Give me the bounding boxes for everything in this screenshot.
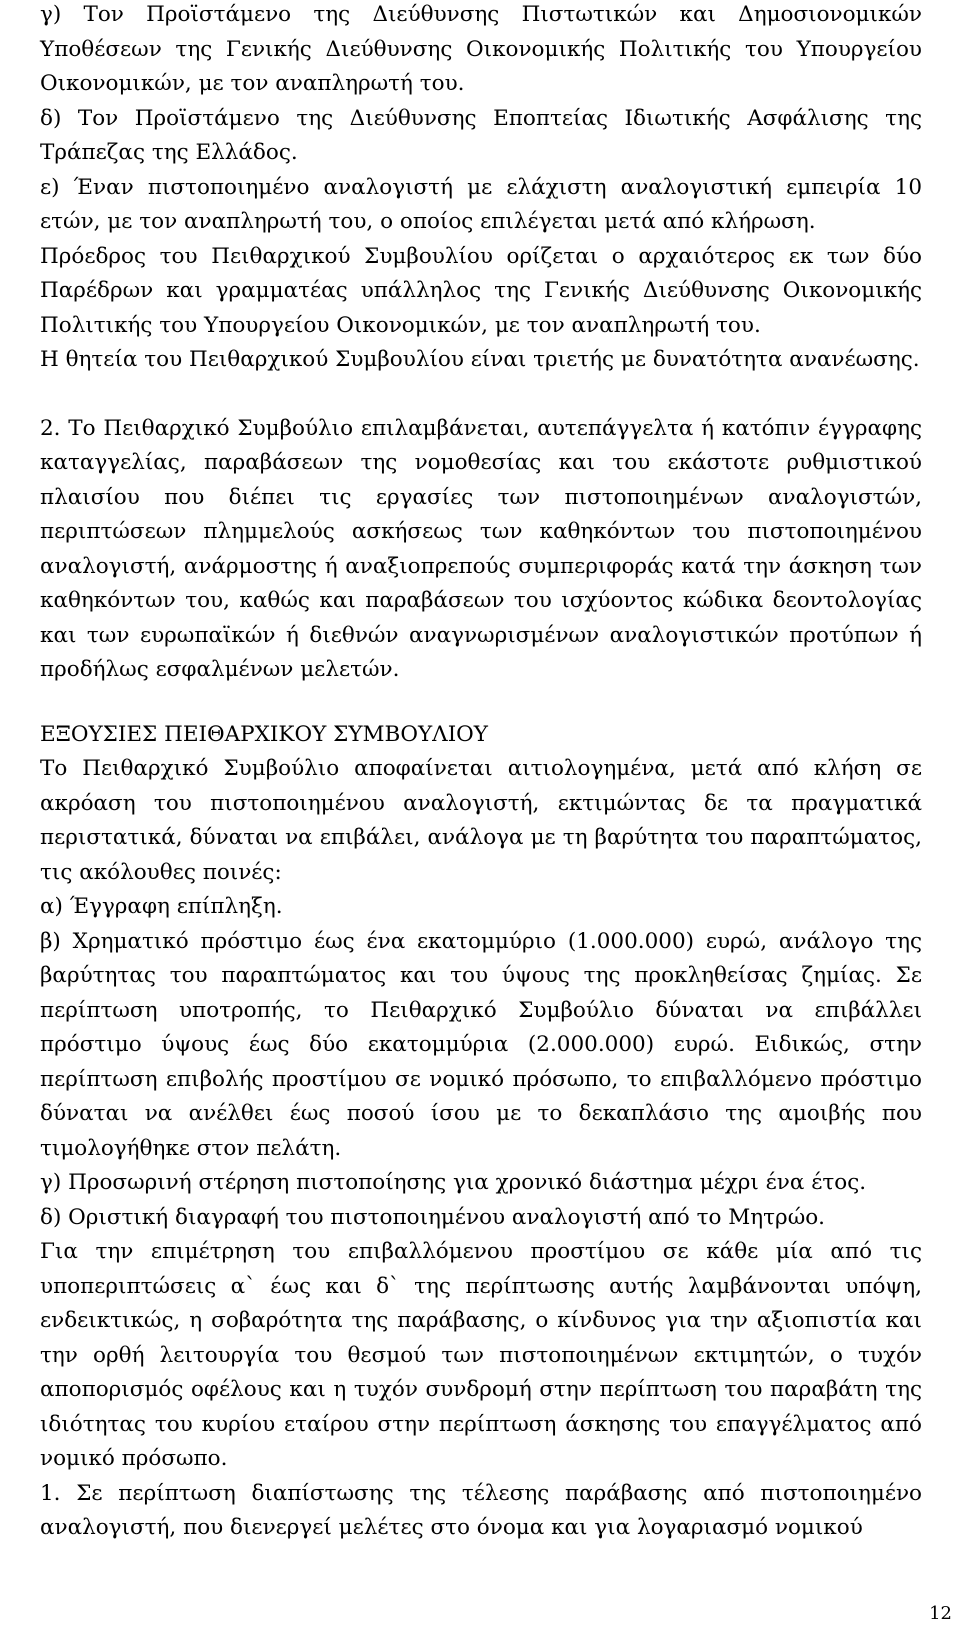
item-1-paragraph: 1. Σε περίπτωση διαπίστωσης της τέλεσης παράβασης από πιστοποιημένο αναλογιστή, που διενεργεί μελέτες στο όνομα και για λογαριασμό νομικού xyxy=(40,1480,922,1540)
president-paragraph: Πρόεδρος του Πειθαρχικού Συμβουλίου ορίζεται ο αρχαιότερος εκ των δύο Παρέδρων και γραμματέας υπάλληλος της Γενικής Διεύθυνσης Οικονομικής Πολιτικής του Υπουργείου Οικονομικών, με τον αναπληρωτή του. xyxy=(40,243,922,338)
penalties-intro: Το Πειθαρχικό Συμβούλιο αποφαίνεται αιτιολογημένα, μετά από κλήση σε ακρόαση του πιστοποιημένου αναλογιστή, εκτιμώντας δε τα πραγματικά περιστατικά, δύναται να επιβάλει, ανάλογα με τη βαρύτητα του παραπτώματος, τις ακόλουθες ποινές: xyxy=(40,756,922,885)
penalty-beta: β) Χρηματικό πρόστιμο έως ένα εκατομμύριο (1.000.000) ευρώ, ανάλογο της βαρύτητας του παραπτώματος και του ύψους της προκληθείσας ζημίας. Σε περίπτωση υποτροπής, το Πειθαρχικό Συμβούλιο δύναται να επιβάλλει πρόστιμο ύψους έως δύο εκατομμύρια (2.000.000) ευρώ. Ειδικώς, στην περίπτωση επιβολής προστίμου σε νομικό πρόσωπο, το επιβαλλόμενο πρόστιμο δύναται να ανέλθει έως ποσού ίσου με το δεκαπλάσιο της αμοιβής που τιμολογήθηκε στον πελάτη. xyxy=(40,928,922,1161)
spacer xyxy=(40,688,922,718)
penalty-gamma: γ) Προσωρινή στέρηση πιστοποίησης για χρονικό διάστημα μέχρι ένα έτος. xyxy=(40,1170,867,1195)
section-heading: ΕΞΟΥΣΙΕΣ ΠΕΙΘΑΡΧΙΚΟΥ ΣΥΜΒΟΥΛΙΟΥ xyxy=(40,721,489,747)
term-paragraph: Η θητεία του Πειθαρχικού Συμβουλίου είναι τριετής με δυνατότητα ανανέωσης. xyxy=(40,347,920,372)
spacer xyxy=(40,378,922,412)
clause-delta: δ) Τον Προϊστάμενο της Διεύθυνσης Εποπτείας Ιδιωτικής Ασφάλισης της Τράπεζας της Ελλάδος. xyxy=(40,105,922,165)
section-2-paragraph: 2. Το Πειθαρχικό Συμβούλιο επιλαμβάνεται, αυτεπάγγελτα ή κατόπιν έγγραφης καταγγελίας, παραβάσεων της νομοθεσίας και του εκάστοτε ρυθμιστικού πλαισίου που διέπει τις εργασίες των πιστοποιημένων αναλογιστών, περιπτώσεων πλημμελούς ασκήσεως των καθηκόντων του πιστοποιημένου αναλογιστή, ανάρμοστης ή αναξιοπρεπούς συμπεριφοράς κατά την άσκηση των καθηκόντων του, καθώς και παραβάσεων του ισχύοντος κώδικα δεοντολογίας και των ευρωπαϊκών ή διεθνών αναγνωρισμένων αναλογιστικών προτύπων ή προδήλως εσφαλμένων μελετών. xyxy=(40,415,922,682)
penalty-alpha: α) Έγγραφη επίπληξη. xyxy=(40,894,283,919)
penalty-delta: δ) Οριστική διαγραφή του πιστοποιημένου αναλογιστή από το Μητρώο. xyxy=(40,1204,826,1230)
clause-gamma: γ) Τον Προϊστάμενο της Διεύθυνσης Πιστωτικών και Δημοσιονομικών Υποθέσεων της Γενικής Διεύθυνσης Οικονομικής Πολιτικής του Υπουργείου Οικονομικών, με τον αναπληρωτή του. xyxy=(40,2,922,96)
page-number: 12 xyxy=(929,1603,952,1624)
assessment-paragraph: Για την επιμέτρηση του επιβαλλόμενου προστίμου σε κάθε μία από τις υποπεριπτώσεις α` έως και δ` της περίπτωσης αυτής λαμβάνονται υπόψη, ενδεικτικώς, η σοβαρότητα της παράβασης, ο κίνδυνος για την αξιοπιστία και την ορθή λειτουργία του θεσμού των πιστοποιημένων εκτιμητών, ο τυχόν αποπορισμός οφέλους και η τυχόν συνδρομή στην περίπτωση του παραβάτη της ιδιότητας του κυρίου εταίρου στην περίπτωση άσκησης του επαγγέλματος από νομικό πρόσωπο. xyxy=(40,1239,922,1471)
clause-epsilon: ε) Έναν πιστοποιημένο αναλογιστή με ελάχιστη αναλογιστική εμπειρία 10 ετών, με τον αναπληρωτή του, ο οποίος επιλέγεται μετά από κλήρωση. xyxy=(40,174,922,234)
